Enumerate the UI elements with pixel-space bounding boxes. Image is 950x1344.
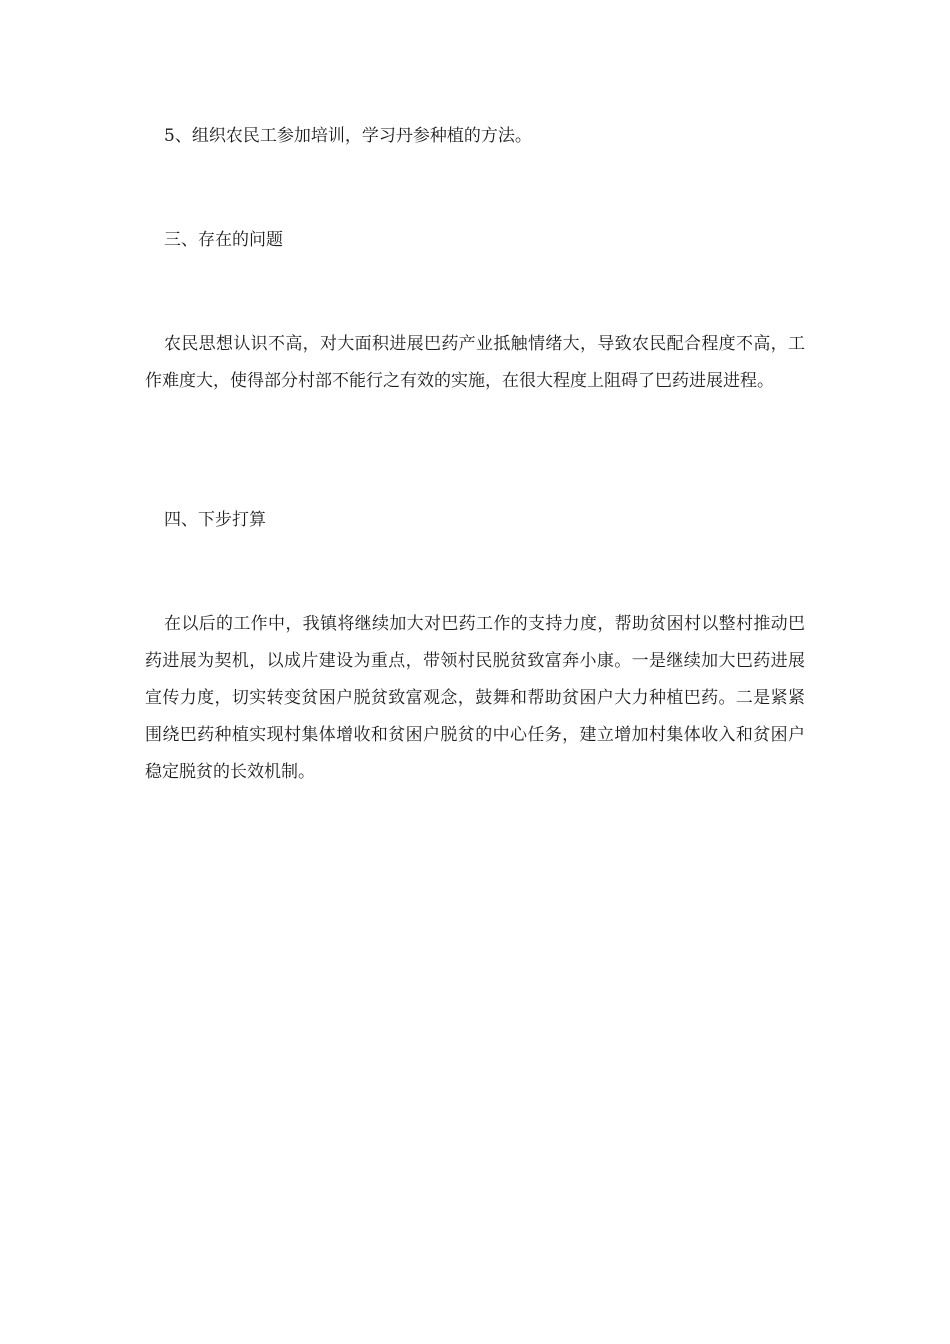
- section-heading-problems: 三、存在的问题: [164, 230, 283, 250]
- paragraph-problems: 农民思想认识不高，对大面积进展巴药产业抵触情绪大，导致农民配合程度不高，工作难度大，使得部分村部不能行之有效的实施，在很大程度上阻碍了巴药进展进程。: [145, 334, 805, 391]
- list-item-5: 5、组织农民工参加培训，学习丹参种植的方法。: [164, 126, 532, 146]
- section-heading-next-steps: 四、下步打算: [164, 510, 266, 530]
- paragraph-next-steps: 在以后的工作中，我镇将继续加大对巴药工作的支持力度，帮助贫困村以整村推动巴药进展为契机，以成片建设为重点，带领村民脱贫致富奔小康。一是继续加大巴药进展宣传力度，切实转变贫困户脱贫致富观念，鼓舞和帮助贫困户大力种植巴药。二是紧紧围绕巴药种植实现村集体增收和贫困户脱贫的中心任务，建立增加村集体收入和贫困户稳定脱贫的长效机制。: [145, 614, 805, 782]
